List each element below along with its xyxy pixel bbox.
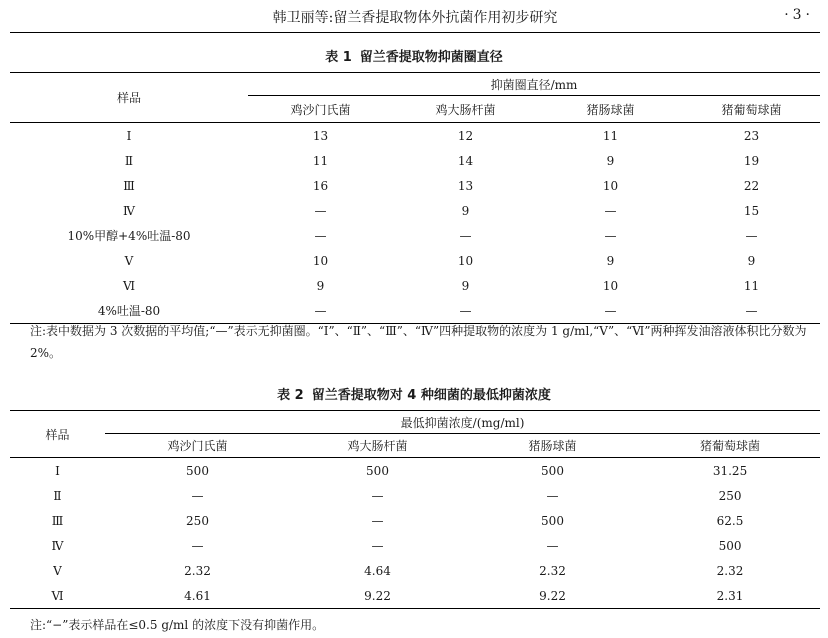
table-row: [10, 198, 820, 223]
table-row: [10, 248, 820, 273]
value-cell: —: [314, 203, 327, 218]
value-cell: 500: [366, 463, 389, 478]
table1-col-header: 猪葡萄球菌: [683, 96, 820, 123]
value-cell: 13: [312, 128, 329, 143]
table1: [10, 72, 820, 324]
sample-cell: Ⅵ: [122, 278, 136, 293]
page-number: ·3·: [784, 7, 814, 23]
value-cell: 11: [312, 153, 329, 168]
table-row: [10, 273, 820, 298]
value-cell: 62.5: [716, 513, 744, 528]
value-cell: 14: [457, 153, 474, 168]
value-cell: —: [683, 298, 820, 324]
value-cell: —: [393, 298, 538, 324]
value-cell: 15: [743, 203, 760, 218]
sample-cell: Ⅲ: [51, 513, 64, 528]
table-row: [10, 533, 820, 558]
table2-col-header: 鸡沙门氏菌: [105, 434, 290, 458]
value-cell: 250: [186, 513, 209, 528]
sample-cell: Ⅴ: [124, 253, 134, 268]
value-cell: 12: [457, 128, 474, 143]
table2-note: 注:“−”表示样品在≤0.5 g/ml 的浓度下没有抑菌作用。: [30, 618, 325, 632]
value-cell: 9: [747, 253, 756, 268]
value-cell: 500: [541, 513, 564, 528]
value-cell: 4.64: [364, 563, 391, 578]
table1-group-header: 抑菌圈直径/mm: [248, 73, 820, 96]
value-cell: 13: [457, 178, 474, 193]
value-cell: —: [538, 298, 683, 324]
value-cell: —: [191, 538, 204, 553]
value-cell: —: [314, 228, 327, 243]
table2-label: 表 2: [277, 388, 304, 403]
page-header: [10, 0, 820, 34]
value-cell: 10: [312, 253, 329, 268]
value-cell: 31.25: [712, 463, 748, 478]
value-cell: 10: [602, 178, 619, 193]
table2-sample-header: 样品: [10, 411, 105, 458]
value-cell: 9.22: [465, 583, 640, 609]
value-cell: 16: [312, 178, 329, 193]
value-cell: 2.32: [539, 563, 566, 578]
value-cell: —: [459, 228, 472, 243]
table2-title: 留兰香提取物对 4 种细菌的最低抑菌浓度: [311, 388, 551, 403]
table1-col-header: 猪肠球菌: [538, 96, 683, 123]
value-cell: 11: [602, 128, 619, 143]
sample-cell: Ⅲ: [123, 178, 135, 193]
value-cell: 4.61: [105, 583, 290, 609]
table-row: [10, 148, 820, 173]
table-row: [10, 123, 820, 149]
table1-col-header: 鸡大肠杆菌: [393, 96, 538, 123]
value-cell: —: [371, 538, 384, 553]
value-cell: —: [191, 488, 204, 503]
value-cell: —: [546, 488, 559, 503]
value-cell: —: [745, 228, 758, 243]
sample-cell: Ⅳ: [123, 203, 135, 218]
table-row: [10, 458, 820, 484]
value-cell: 10: [457, 253, 474, 268]
table1-sample-header: 样品: [10, 73, 248, 123]
sample-cell: Ⅳ: [51, 538, 64, 553]
table2-body: [10, 458, 820, 609]
value-cell: 2.32: [184, 563, 211, 578]
value-cell: 250: [718, 488, 742, 503]
table2-col-header: 猪肠球菌: [465, 434, 640, 458]
value-cell: 500: [186, 463, 209, 478]
table-row: [10, 223, 820, 248]
table-row: [10, 483, 820, 508]
value-cell: 9: [606, 253, 615, 268]
value-cell: 9: [316, 278, 325, 293]
header-rule: [10, 32, 820, 33]
table1-note: 注:表中数据为 3 次数据的平均值;“—”表示无抑菌圈。“Ⅰ”、“Ⅱ”、“Ⅲ”、“Ⅳ”四种提取物的浓度为 1 g/ml,“Ⅴ”、“Ⅵ”两种挥发油溶液体积比分数为 2%。: [30, 324, 807, 360]
value-cell: 2.31: [640, 583, 820, 609]
value-cell: —: [248, 298, 393, 324]
table2-caption: [0, 384, 828, 403]
value-cell: —: [371, 488, 384, 503]
sample-cell: Ⅱ: [124, 153, 134, 168]
value-cell: 22: [743, 178, 760, 193]
table2-col-header: 鸡大肠杆菌: [290, 434, 465, 458]
running-title: 韩卫丽等:留兰香提取物体外抗菌作用初步研究: [272, 10, 558, 26]
table1-col-header: 鸡沙门氏菌: [248, 96, 393, 123]
table-row: [10, 173, 820, 198]
value-cell: 11: [743, 278, 760, 293]
table1-label: 表 1: [325, 50, 352, 65]
table1-caption: [0, 46, 828, 65]
value-cell: 9.22: [290, 583, 465, 609]
table1-title: 留兰香提取物抑菌圈直径: [359, 50, 503, 65]
table2-col-header: 猪葡萄球菌: [640, 434, 820, 458]
table1-body: [10, 123, 820, 324]
value-cell: —: [371, 513, 384, 528]
sample-cell: Ⅱ: [53, 488, 62, 503]
sample-cell: 10%甲醇+4%吐温-80: [67, 229, 191, 243]
value-cell: 9: [606, 153, 615, 168]
value-cell: 10: [602, 278, 619, 293]
sample-cell: Ⅵ: [10, 583, 105, 609]
value-cell: —: [546, 538, 559, 553]
value-cell: 500: [541, 463, 564, 478]
value-cell: 500: [718, 538, 742, 553]
table-row: [10, 508, 820, 533]
table-row: [10, 558, 820, 583]
value-cell: —: [604, 228, 617, 243]
value-cell: 9: [461, 203, 470, 218]
table2-group-header: 最低抑菌浓度/(mg/ml): [105, 411, 820, 434]
sample-cell: Ⅴ: [53, 563, 62, 578]
sample-cell: 4%吐温-80: [10, 298, 248, 324]
table2: [10, 410, 820, 609]
value-cell: 9: [461, 278, 470, 293]
sample-cell: Ⅰ: [126, 128, 132, 143]
value-cell: 2.32: [716, 563, 744, 578]
value-cell: —: [604, 203, 617, 218]
sample-cell: Ⅰ: [55, 463, 60, 478]
value-cell: 23: [743, 128, 760, 143]
value-cell: 19: [743, 153, 760, 168]
table-row: [10, 583, 820, 609]
